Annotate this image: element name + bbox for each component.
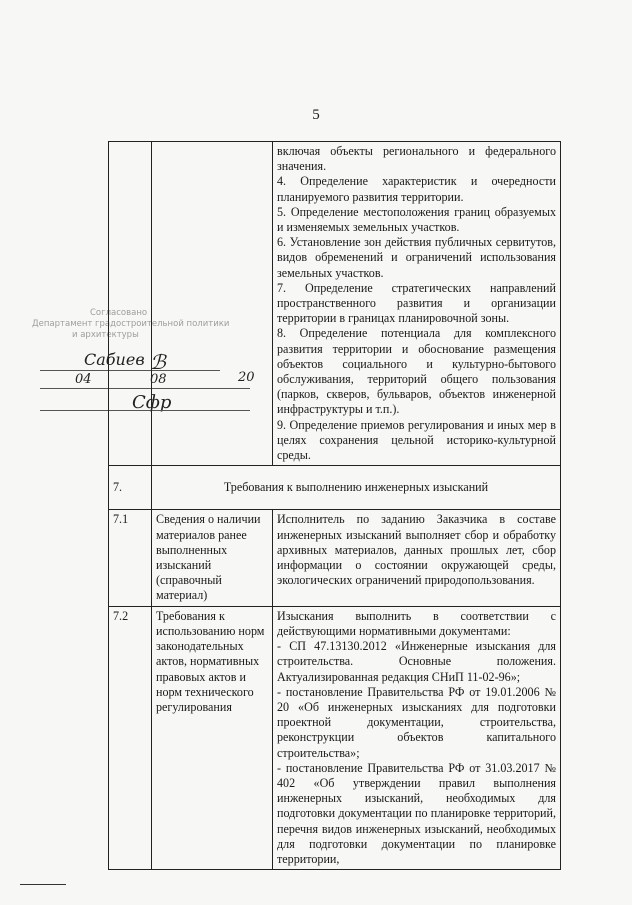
stamp-date-day: 04 bbox=[75, 372, 92, 387]
signature-2: Сфр bbox=[132, 392, 172, 413]
paragraph: 9. Определение приемов регулирования и иных мер в целях сохранения цельной историко-культурной среды. bbox=[277, 417, 556, 463]
stamp-date-year: 20 bbox=[238, 370, 255, 385]
row-number: 7.1 bbox=[109, 510, 152, 606]
cell-continuation-text bbox=[273, 142, 561, 466]
footnote-rule bbox=[20, 884, 66, 885]
signature-mark: ℬ bbox=[150, 350, 166, 374]
table-row-7-2 bbox=[109, 606, 561, 869]
paragraph: 7. Определение стратегических направлений пространственного развития и организации территории в границах планировочной зоны. bbox=[277, 280, 556, 326]
paragraph: 8. Определение потенциала для комплексного развития территории и обоснование размещения объектов социального и культурно-бытового обслуживания, территорий общего пользования (парков, скверов, бульваров, объектов инженерной инфраструктуры и т.п.). bbox=[277, 326, 556, 417]
section-title: Требования к выполнению инженерных изысканий bbox=[152, 466, 561, 510]
paragraph: - постановление Правительства РФ от 19.01.2006 № 20 «Об инженерных изысканиях для подготовки проектной документации, строительства, реконструкции объектов капитального строительства»; bbox=[277, 684, 556, 760]
paragraph: 5. Определение местоположения границ образуемых и изменяемых земельных участков. bbox=[277, 204, 556, 235]
row-text bbox=[273, 606, 561, 869]
paragraph: Изыскания выполнить в соответствии с действующими нормативными документами: bbox=[277, 608, 556, 638]
table-row-section-7 bbox=[109, 466, 561, 510]
stamp-line-3: и архитектуры bbox=[72, 330, 139, 340]
paragraph: - постановление Правительства РФ от 31.03.2017 № 402 «Об утверждении правил выполнения инженерных изысканий, необходимых для подготовки документации по планировке территорий, перечня видов инженерных изысканий, необходимых для подготовки документации по планировке территории, bbox=[277, 760, 556, 866]
stamp-line-2: Департамент градостроительной политики bbox=[32, 319, 230, 329]
stamp-line-1: Согласовано bbox=[90, 308, 148, 318]
cell-number-empty bbox=[109, 142, 152, 466]
paragraph: Исполнитель по заданию Заказчика в составе инженерных изысканий выполняет сбор и обработку архивных материалов, данных прошлых лет, сбор информации о состоянии окружающей среды, экологических ограничений природопользования. bbox=[277, 512, 556, 588]
paragraph: 6. Установление зон действия публичных сервитутов, видов обременений и ограничений использования земельных участков. bbox=[277, 235, 556, 280]
page-number: 5 bbox=[312, 107, 320, 123]
row-number: 7.2 bbox=[109, 606, 152, 869]
table-row-continuation bbox=[109, 142, 561, 466]
paragraph: - СП 47.13130.2012 «Инженерные изыскания для строительства. Основные положения. Актуализированная редакция СНиП 11-02-96»; bbox=[277, 639, 556, 684]
section-number: 7. bbox=[109, 466, 152, 510]
paragraph: включая объекты регионального и федерального значения. bbox=[277, 144, 556, 174]
row-text bbox=[273, 510, 561, 606]
requirements-table bbox=[108, 141, 561, 870]
row-name: Сведения о наличии материалов ранее выполненных изысканий (справочный материал) bbox=[152, 510, 273, 606]
paragraph: 4. Определение характеристик и очередности планируемого развития территории. bbox=[277, 174, 556, 204]
cell-name-empty bbox=[152, 142, 273, 466]
signature-1: Сабиев bbox=[84, 350, 145, 369]
stamp-date-month: 08 bbox=[150, 372, 167, 387]
table-row-7-1 bbox=[109, 510, 561, 606]
row-name: Требования к использованию норм законодательных актов, нормативных правовых актов и норм технического регулирования bbox=[152, 606, 273, 869]
